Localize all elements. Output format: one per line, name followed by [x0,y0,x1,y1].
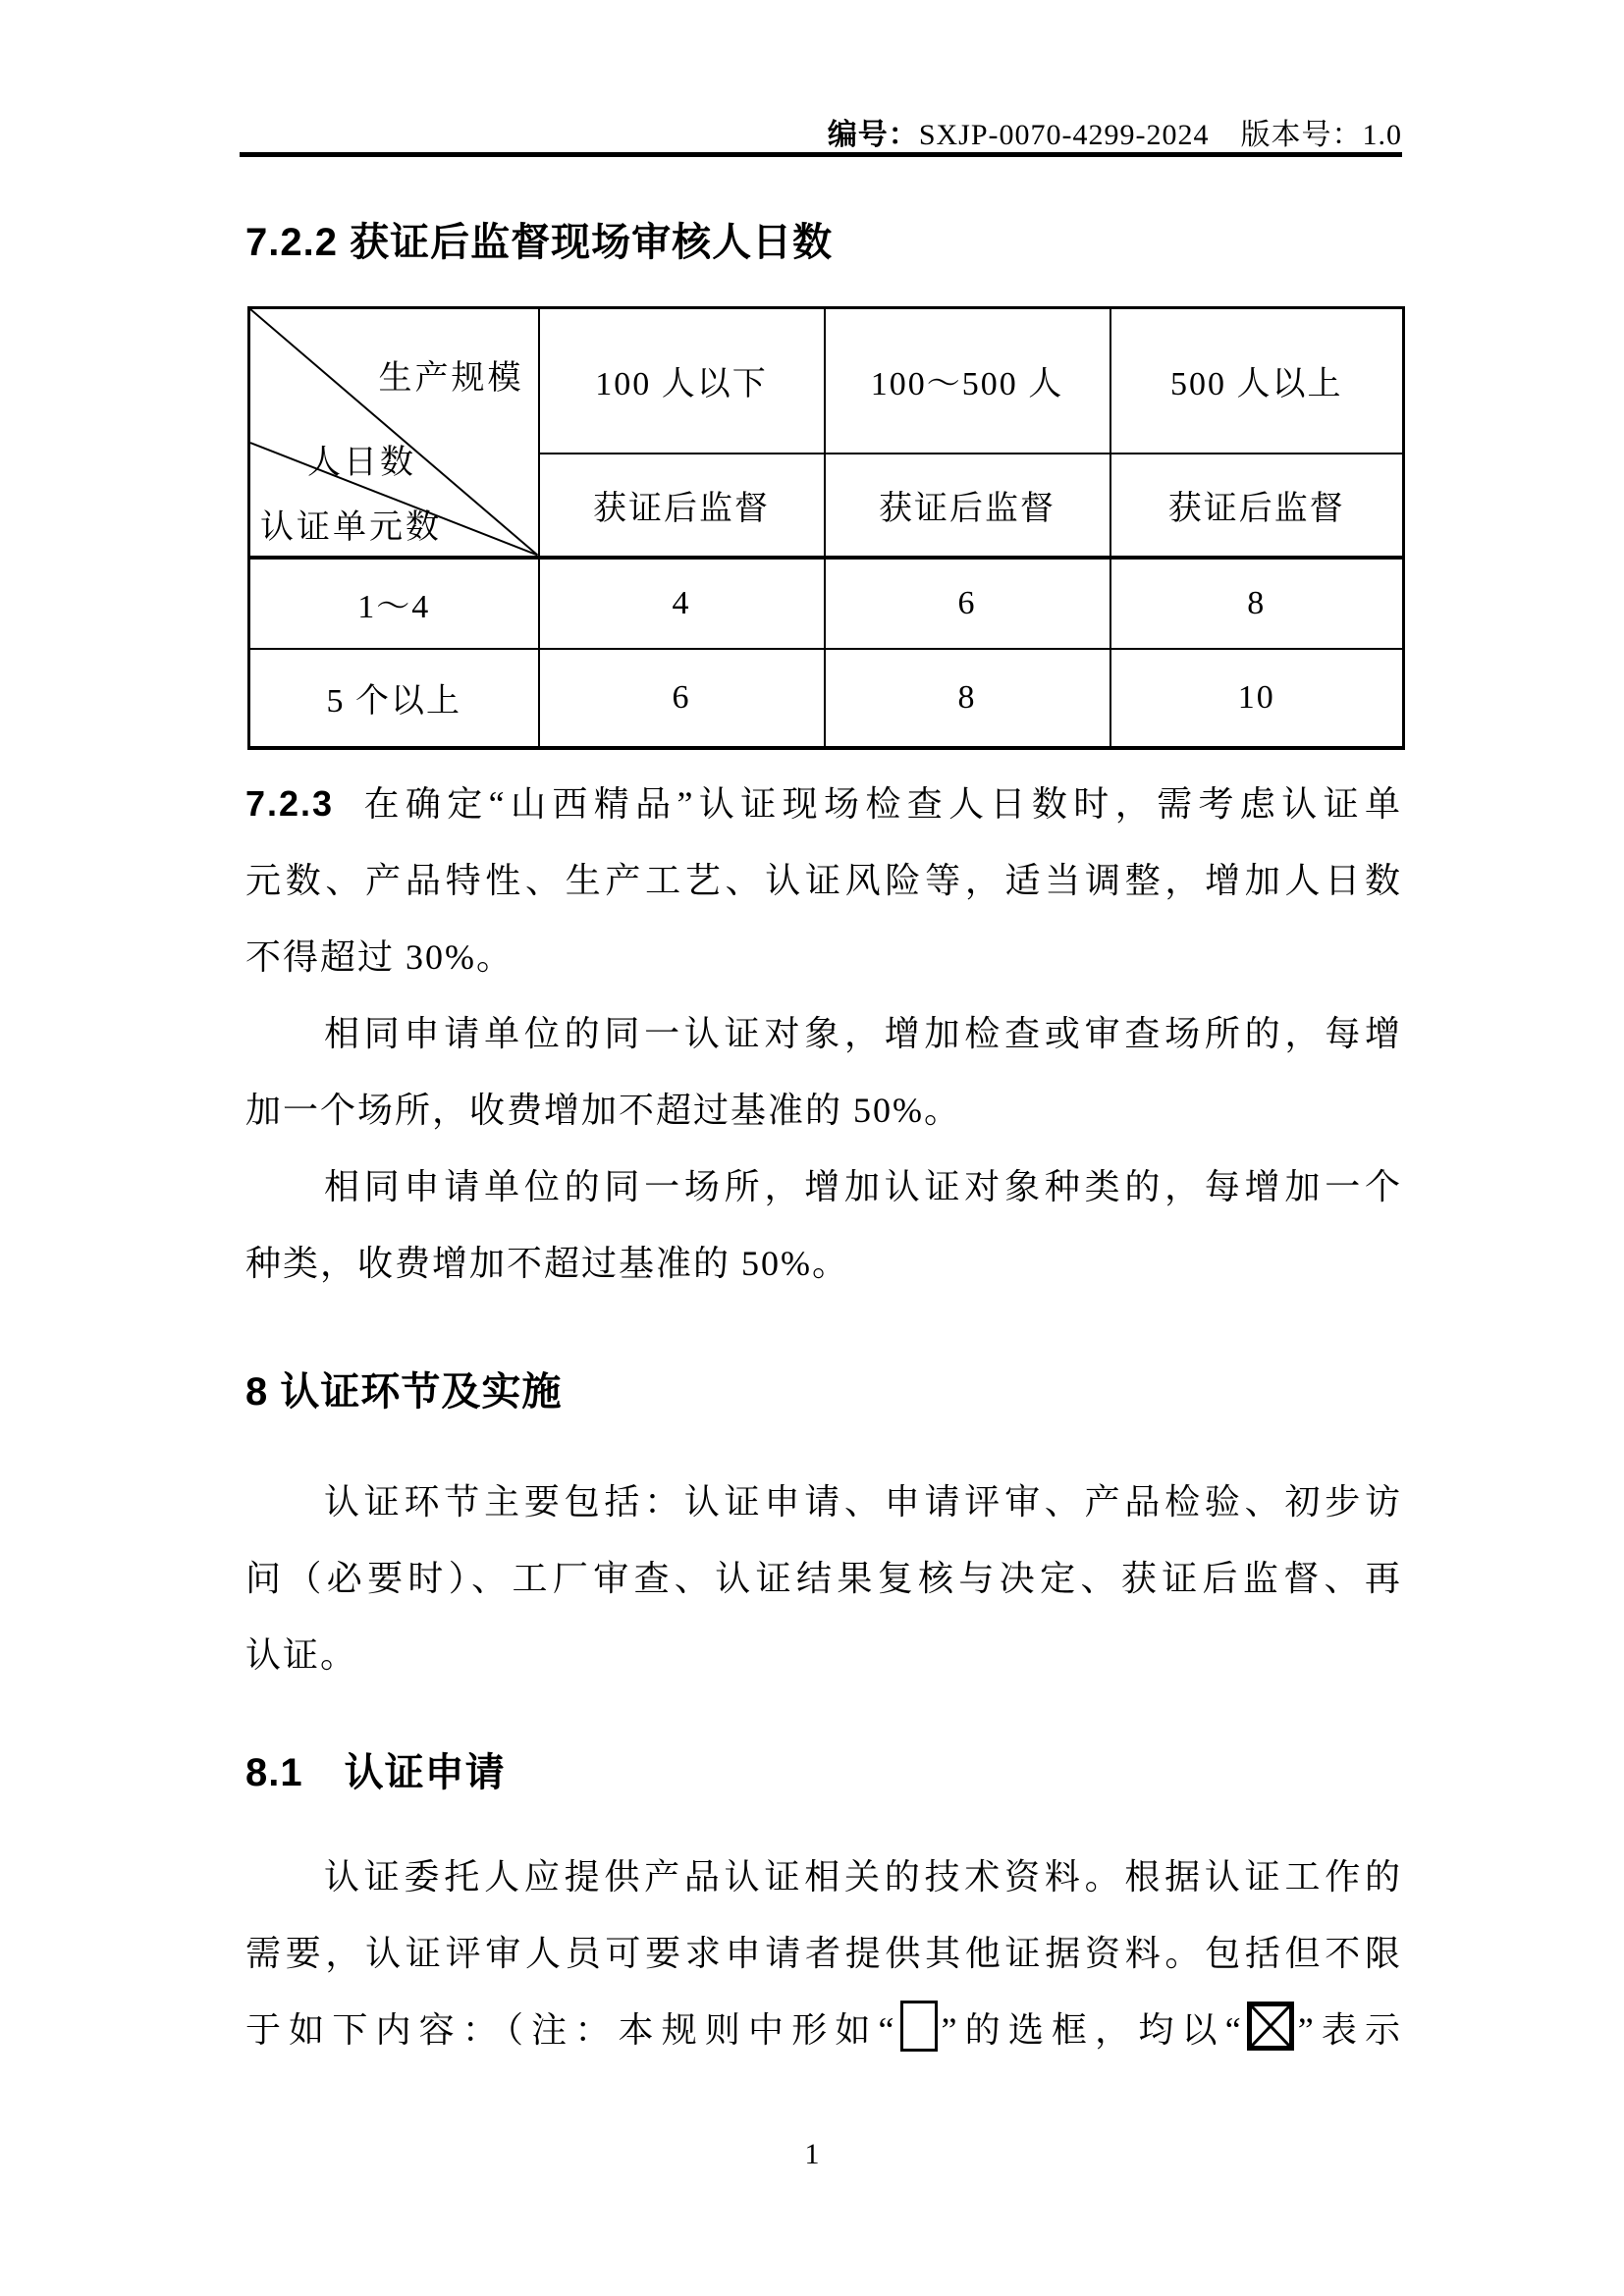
corner-label-production-scale: 生产规模 [378,360,524,397]
section-heading-8: 8 认证环节及实施 [245,1370,563,1414]
checkbox-empty-icon [900,2001,938,2052]
page-number: 1 [804,2138,820,2170]
text-line: 种类，收费增加不超过基准的 50%。 [245,1244,849,1283]
paragraph-8-intro [245,1464,1402,1693]
corner-label-cert-units: 认证单元数 [260,508,442,546]
col-header: 100 人以下 [539,308,825,454]
text-line: 相同申请单位的同一场所，增加认证对象种类的，每增加一个 [324,1167,1402,1206]
row-label: 5 个以上 [249,649,539,748]
text-line: 问（必要时）、工厂审查、认证结果复核与决定、获证后监督、再 [245,1559,1402,1598]
table-cell: 6 [539,649,825,748]
doc-header [245,110,1402,153]
text-line: 元数、产品特性、生产工艺、认证风险等，适当调整，增加人日数 [245,861,1402,900]
table-row [249,558,1404,649]
text-line: 认证委托人应提供产品认证相关的技术资料。根据认证工作的 [324,1857,1402,1896]
col-header: 100～500 人 [825,308,1110,454]
row-label: 1～4 [249,558,539,649]
text-run: 于如下内容：（注：本规则中形如“ [245,2010,896,2050]
table-cell: 6 [825,558,1110,649]
version-value: 1.0 [1362,119,1402,151]
table-row [249,649,1404,748]
col-header: 500 人以上 [1110,308,1404,454]
audit-manday-table [247,306,1405,750]
text-line: 认证环节主要包括：认证申请、申请评审、产品检验、初步访 [324,1482,1402,1522]
section-heading-7-2-2: 7.2.2 获证后监督现场审核人日数 [245,221,834,264]
doc-number-value: SXJP-0070-4299-2024 [918,119,1210,151]
table-cell: 10 [1110,649,1404,748]
table-cell: 8 [825,649,1110,748]
text-line: 需要，认证评审人员可要求申请者提供其他证据资料。包括但不限 [245,1934,1402,1973]
paragraph-7-2-3 [245,766,1402,995]
paragraph-extra-sites [245,995,1402,1148]
checkbox-checked-icon [1247,2002,1294,2051]
sub-header: 获证后监督 [539,454,825,558]
table-cell: 4 [539,558,825,649]
heading-title: 认证申请 [344,1751,506,1794]
text-line [245,766,1402,842]
paragraph-8-1 [245,1839,1402,2068]
clause-number: 7.2.3 [245,783,335,824]
table-cell: 8 [1110,558,1404,649]
text-line: 认证。 [245,1635,358,1675]
version-label: 版本号： [1240,119,1363,151]
text-run: 在确定“山西精品”认证现场检查人日数时，需考虑认证单 [359,784,1402,824]
header-rule [240,152,1402,157]
text-run: ”的选框，均以“ [941,2010,1243,2050]
text-run: ”表示 [1297,2010,1403,2050]
clause-number: 8.1 [245,1751,303,1794]
corner-label-man-days: 人日数 [307,445,416,481]
text-line: 不得超过 30%。 [245,937,514,977]
paragraph-extra-types [245,1148,1402,1302]
text-line [245,1992,1402,2068]
text-line: 相同申请单位的同一认证对象，增加检查或审查场所的，每增 [324,1014,1402,1053]
section-heading-8-1 [245,1751,1402,1794]
sub-header: 获证后监督 [1110,454,1404,558]
sub-header: 获证后监督 [825,454,1110,558]
corner-cell [249,308,539,558]
doc-number-label: 编号： [827,119,919,151]
text-line: 加一个场所，收费增加不超过基准的 50%。 [245,1091,961,1130]
